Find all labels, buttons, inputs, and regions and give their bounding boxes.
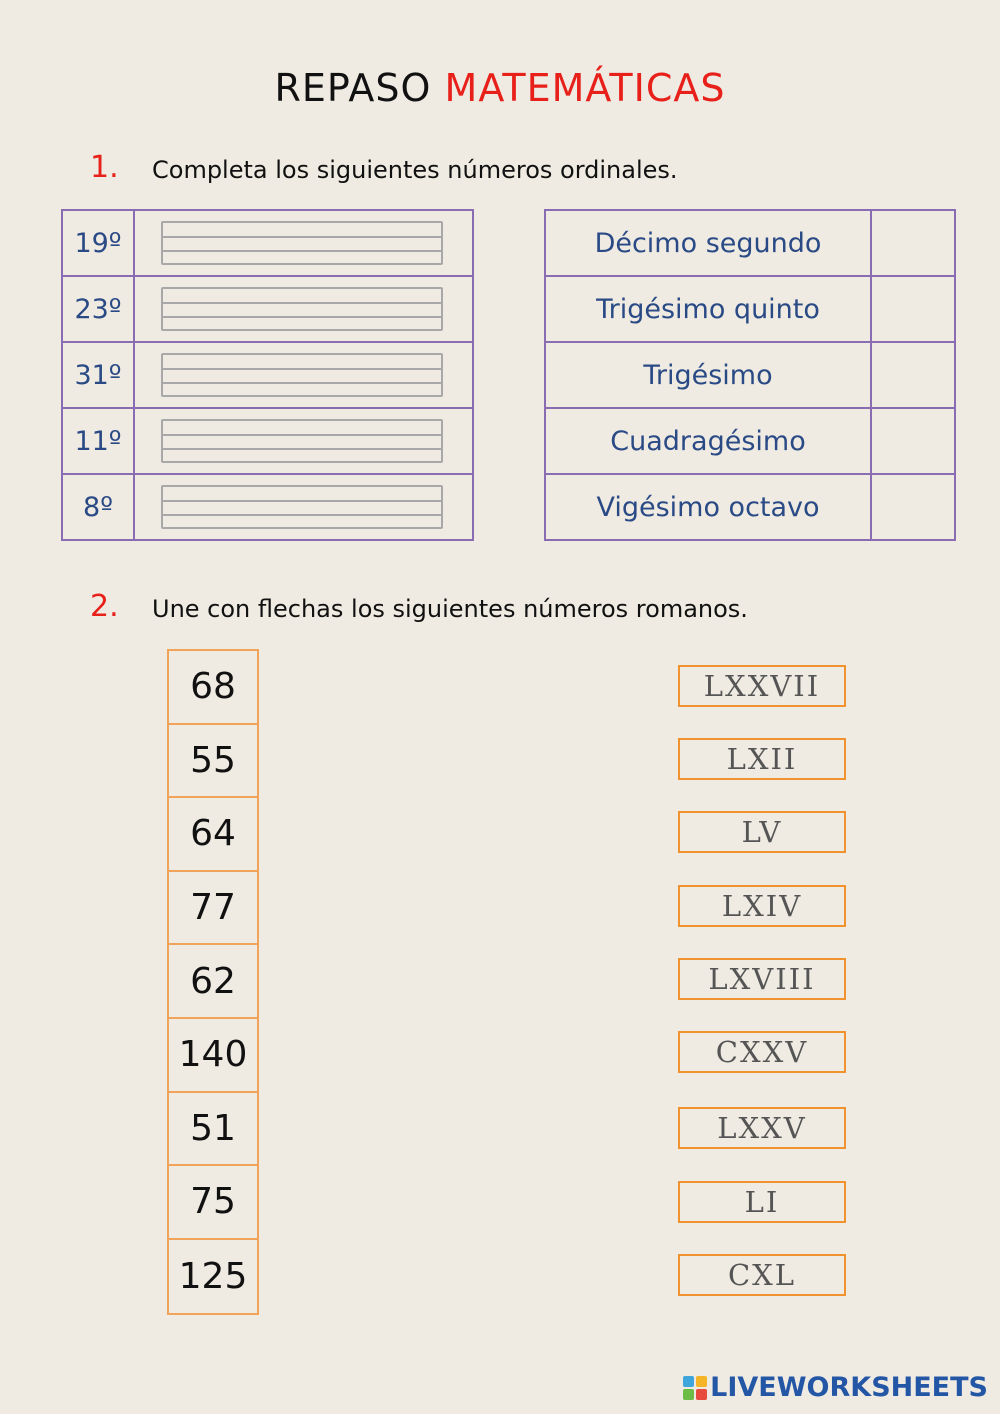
roman-item[interactable]: LXVIII	[678, 958, 846, 1000]
answer-input[interactable]	[161, 419, 443, 463]
page-title	[0, 66, 1000, 110]
table-row	[545, 408, 955, 474]
number-column	[167, 649, 259, 1315]
ordinal-table-left	[61, 209, 474, 541]
number-item[interactable]: 51	[169, 1093, 257, 1167]
table-row	[545, 276, 955, 342]
table-row	[62, 474, 473, 540]
number-item[interactable]: 64	[169, 798, 257, 872]
roman-item[interactable]: CXXV	[678, 1031, 846, 1073]
answer-cell	[134, 474, 473, 540]
roman-item[interactable]: LXXVII	[678, 665, 846, 707]
answer-input[interactable]	[871, 408, 955, 474]
answer-input[interactable]	[161, 485, 443, 529]
brand-watermark	[682, 1372, 988, 1403]
table-row	[545, 474, 955, 540]
number-item[interactable]: 77	[169, 872, 257, 946]
number-item[interactable]: 140	[169, 1019, 257, 1093]
answer-cell	[134, 276, 473, 342]
table-row	[545, 210, 955, 276]
ordinal-word: Trigésimo quinto	[545, 276, 871, 342]
ordinal-label: 31º	[62, 342, 134, 408]
answer-input[interactable]	[161, 353, 443, 397]
number-item[interactable]: 55	[169, 725, 257, 799]
ordinal-word: Cuadragésimo	[545, 408, 871, 474]
answer-cell	[134, 408, 473, 474]
roman-item[interactable]: LXII	[678, 738, 846, 780]
table-row	[62, 342, 473, 408]
brand-text: LIVEWORKSHEETS	[710, 1372, 988, 1403]
ordinal-label: 19º	[62, 210, 134, 276]
question-1-number: 1.	[90, 150, 119, 185]
ordinal-word: Vigésimo octavo	[545, 474, 871, 540]
number-item[interactable]: 62	[169, 945, 257, 1019]
answer-input[interactable]	[871, 342, 955, 408]
question-2-text: Une con flechas los siguientes números romanos.	[152, 595, 748, 623]
roman-item[interactable]: LV	[678, 811, 846, 853]
answer-input[interactable]	[161, 287, 443, 331]
ordinal-label: 23º	[62, 276, 134, 342]
title-part-2: MATEMÁTICAS	[444, 66, 726, 110]
table-row	[545, 342, 955, 408]
roman-item[interactable]: LXXV	[678, 1107, 846, 1149]
answer-cell	[134, 342, 473, 408]
number-item[interactable]: 68	[169, 651, 257, 725]
ordinal-table-right	[544, 209, 956, 541]
answer-cell	[134, 210, 473, 276]
answer-input[interactable]	[871, 210, 955, 276]
liveworksheets-logo-icon	[682, 1375, 708, 1401]
table-row	[62, 210, 473, 276]
answer-input[interactable]	[871, 276, 955, 342]
roman-item[interactable]: CXL	[678, 1254, 846, 1296]
question-1-text: Completa los siguientes números ordinales.	[152, 156, 678, 184]
answer-input[interactable]	[161, 221, 443, 265]
answer-input[interactable]	[871, 474, 955, 540]
number-item[interactable]: 125	[178, 1256, 248, 1298]
table-row	[62, 276, 473, 342]
number-item[interactable]: 75	[169, 1166, 257, 1240]
roman-item[interactable]: LXIV	[678, 885, 846, 927]
ordinal-word: Décimo segundo	[545, 210, 871, 276]
ordinal-word: Trigésimo	[545, 342, 871, 408]
question-2-number: 2.	[90, 589, 119, 624]
table-row	[62, 408, 473, 474]
ordinal-label: 8º	[62, 474, 134, 540]
roman-item[interactable]: LI	[678, 1181, 846, 1223]
title-part-1: REPASO	[274, 66, 445, 110]
ordinal-label: 11º	[62, 408, 134, 474]
